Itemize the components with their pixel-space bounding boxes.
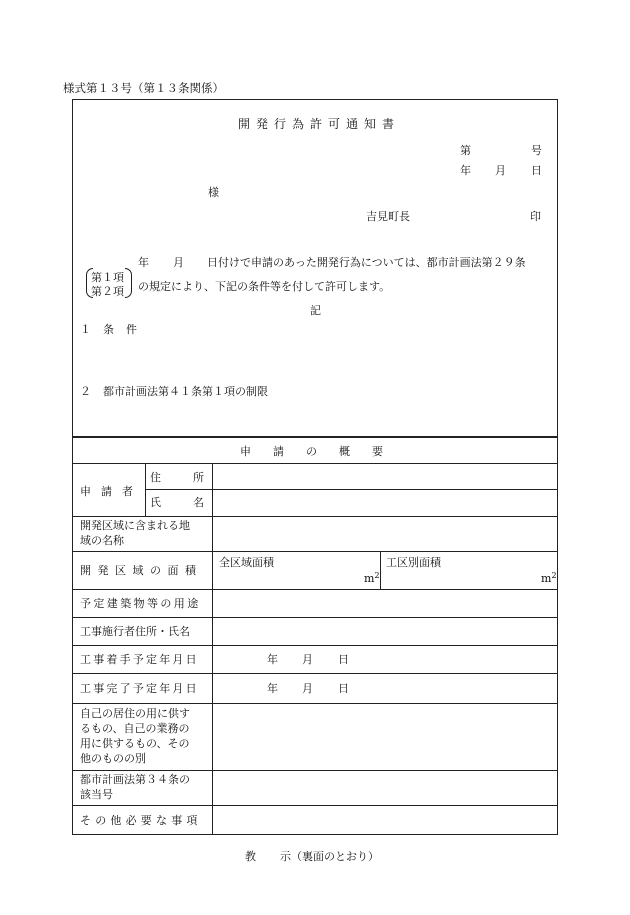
start-year: 年 — [267, 653, 278, 666]
item1-number: １ — [80, 323, 91, 336]
total-area-label: 全区域面積 — [219, 556, 274, 569]
end-month: 月 — [302, 682, 313, 695]
end-day: 日 — [338, 682, 349, 695]
address-label: 住所 — [150, 471, 236, 484]
total-area-unit: $m^2$ — [364, 571, 380, 585]
item2-label: 都市計画法第４１条第１項の制限 — [103, 385, 268, 398]
residence-use-label: 自己の居住の用に供す るもの、自己の業務の 用に供するもの、その 他のものの別 — [80, 707, 190, 765]
notice-title: 開発行為許可通知書 — [238, 117, 401, 131]
summary-header: 申請の概要 — [240, 445, 405, 458]
number-dai: 第 — [460, 144, 471, 157]
start-date-label: 工事着手予定年月日 — [80, 653, 199, 666]
other-label: その他必要な事項 — [80, 814, 202, 827]
body-line1: 日付けで申請のあった開発行為については、都市計画法第２９条 — [207, 256, 526, 269]
start-day: 日 — [338, 653, 349, 666]
section-area-label: 工区別面積 — [386, 556, 441, 569]
issuer-name: 吉見町長 — [366, 210, 410, 223]
body-line2: の規定により、下記の条件等を付して許可します。 — [138, 280, 391, 293]
start-month: 月 — [302, 653, 313, 666]
date-day: 日 — [531, 164, 542, 177]
footer-kyo: 教 — [245, 850, 256, 863]
form-label: 様式第１３号（第１３条関係） — [63, 81, 224, 95]
item2-number: ２ — [80, 385, 91, 398]
seal-mark: 印 — [530, 210, 541, 223]
number-go: 号 — [531, 144, 542, 157]
body-year: 年 — [138, 256, 149, 269]
area-name-label: 開発区域に含まれる地 域の名称 — [80, 519, 190, 547]
section-area-unit: $m^2$ — [541, 571, 557, 585]
name-label: 氏名 — [150, 496, 236, 509]
end-date-label: 工事完了予定年月日 — [80, 682, 199, 695]
body-month: 月 — [173, 256, 184, 269]
building-use-label: 予定建築物等の用途 — [80, 597, 201, 610]
item1-label: 条件 — [103, 323, 149, 336]
date-year: 年 — [460, 164, 471, 177]
paragraph-bracket — [86, 268, 132, 298]
paragraph-1: 第１項 — [91, 271, 124, 284]
footer-ji: 示 — [280, 850, 291, 863]
date-month: 月 — [495, 164, 506, 177]
paragraph-2: 第２項 — [91, 285, 124, 298]
addressee-sama: 様 — [208, 186, 219, 199]
contractor-label: 工事施行者住所・氏名 — [80, 625, 190, 638]
footer-rest: （裏面のとおり） — [291, 850, 379, 863]
area-size-label: 開発区域の面積 — [80, 564, 203, 577]
ki-label: 記 — [310, 304, 321, 317]
applicant-label: 申請者 — [80, 485, 143, 498]
article34-label: 都市計画法第３４条の 該当号 — [80, 773, 190, 801]
end-year: 年 — [267, 682, 278, 695]
